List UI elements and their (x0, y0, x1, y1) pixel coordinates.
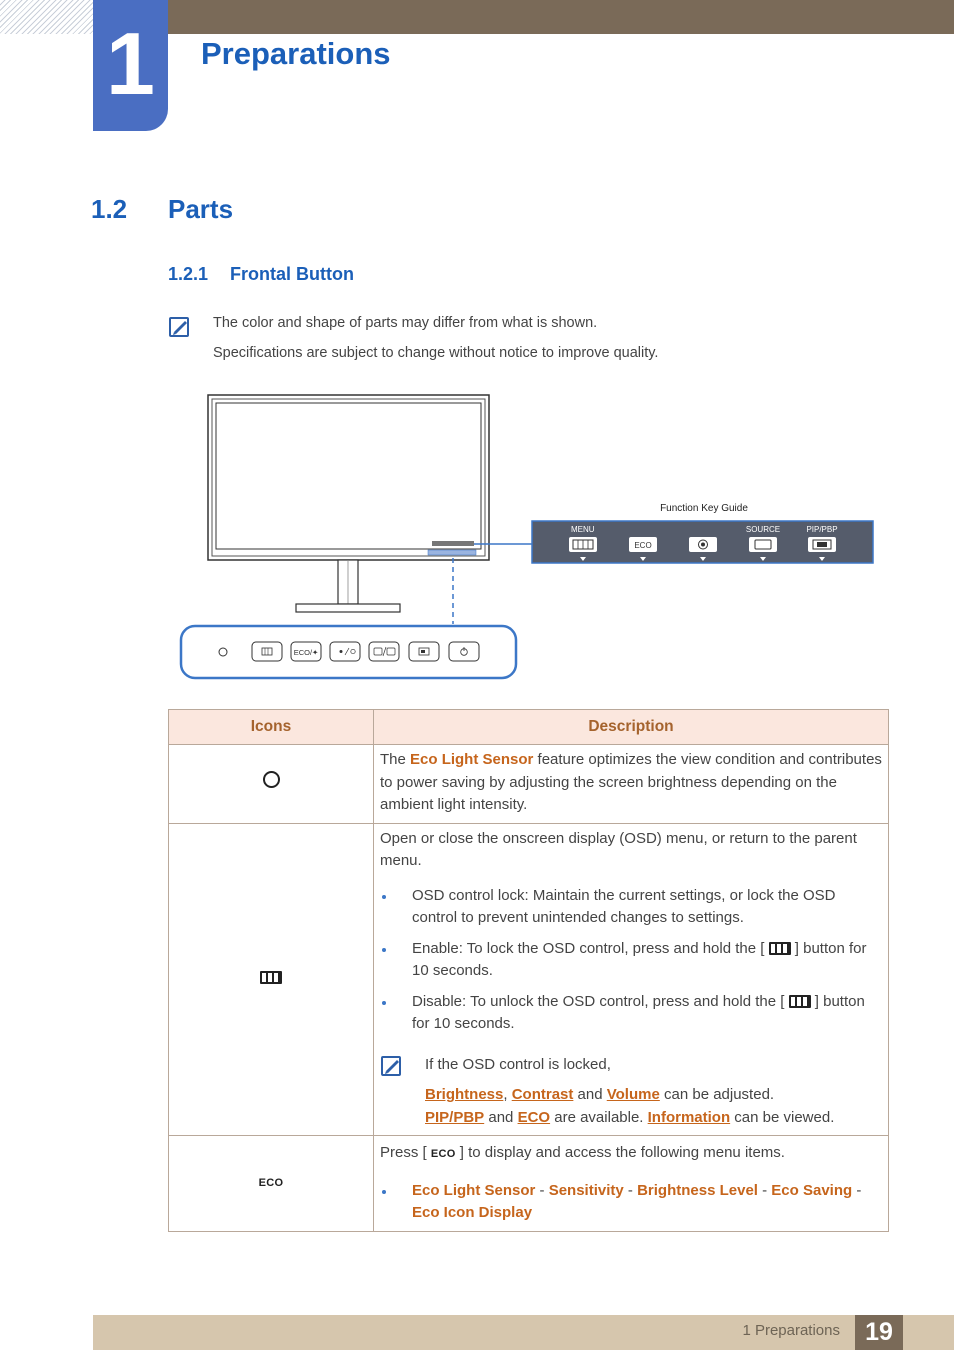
footer-label: 1 Preparations (742, 1322, 840, 1339)
monitor-illustration (208, 395, 489, 612)
pip-pbp-link[interactable]: PIP/PBP (425, 1108, 485, 1126)
section-title: Parts (168, 194, 234, 224)
list-item: Disable: To unlock the OSD control, press and hold the [ ] button for 10 seconds. (380, 991, 882, 1036)
section-heading (91, 194, 233, 225)
note-text-2: Specifications are subject to change without notice to improve quality. (213, 345, 659, 361)
guide-pip-label: PIP/PBP (806, 525, 838, 534)
note-text-1: The color and shape of parts may differ from what is shown. (213, 315, 598, 331)
guide-source-key[interactable] (749, 537, 777, 552)
header-icons: Icons (169, 710, 374, 745)
power-front-button[interactable] (449, 642, 479, 661)
menu-front-button[interactable] (252, 642, 282, 661)
list-item: Enable: To lock the OSD control, press and hold the [ ] button for 10 seconds. (380, 938, 882, 983)
information-link[interactable]: Information (647, 1108, 731, 1126)
function-key-guide-title: Function Key Guide (660, 503, 748, 514)
menu-bullet-list (380, 885, 882, 1036)
eco-front-label: ECO/✦ (293, 648, 319, 657)
source-front-button[interactable] (369, 642, 399, 661)
osd-lock-note: If the OSD control is locked, Brightness, Contrast and Volume can be adjusted. PIP/PBP and ECO are available. Information can be viewed. (380, 1054, 882, 1130)
eco-link[interactable]: ECO (517, 1108, 551, 1126)
contrast-link[interactable]: Contrast (511, 1086, 574, 1103)
table-row: The Eco Light Sensor feature optimizes the view condition and contributes to power saving by adjusting the screen brightness depending on the ambient light intensity. (169, 745, 889, 824)
guide-menu-label: MENU (571, 525, 595, 534)
eco-icon: ECO (430, 1148, 456, 1160)
footer-bar (93, 1315, 954, 1350)
page-number: 19 (855, 1315, 903, 1350)
brightness-link[interactable]: Brightness (425, 1086, 504, 1103)
volume-link[interactable]: Volume (606, 1086, 660, 1103)
header-description: Description (374, 710, 889, 745)
chapter-number: 1 (93, 0, 168, 131)
sensor-icon (263, 771, 280, 788)
brightness-front-button[interactable] (330, 642, 360, 661)
header-bar (168, 0, 954, 34)
menu-icon (789, 995, 811, 1008)
header-hatch (0, 0, 94, 34)
monitor-diagram (170, 380, 890, 685)
subsection-title: Frontal Button (230, 264, 354, 284)
guide-menu-key[interactable] (569, 537, 597, 552)
menu-intro: Open or close the onscreen display (OSD) menu, or return to the parent menu. (380, 829, 857, 869)
icons-table (168, 709, 889, 1232)
menu-icon (769, 942, 791, 955)
guide-pip-key[interactable] (808, 537, 836, 552)
guide-eco-key[interactable] (629, 537, 657, 552)
eco-icon: ECO (258, 1176, 284, 1189)
note-icon (168, 315, 192, 339)
guide-brightness-key[interactable] (689, 537, 717, 552)
section-number: 1.2 (91, 194, 128, 224)
table-row: ECO Press [ ECO ] to display and access the following menu items. Eco Light Sensor - Sensitivity - Brightness Level - Eco Saving - Eco Icon Display (169, 1136, 889, 1232)
list-item: OSD control lock: Maintain the current settings, or lock the OSD control to prevent unintended changes to settings. (380, 885, 882, 930)
guide-source-label: SOURCE (745, 525, 781, 534)
eco-light-sensor-term: Eco Light Sensor (410, 751, 534, 768)
subsection-heading (168, 264, 354, 285)
subsection-number: 1.2.1 (168, 264, 209, 284)
eco-front-button[interactable] (291, 642, 321, 661)
eco-menu-list (380, 1180, 882, 1225)
guide-eco-label: ECO (634, 541, 652, 550)
pip-front-button[interactable] (409, 642, 439, 661)
table-row (169, 823, 889, 1136)
note-icon (380, 1054, 404, 1078)
list-item: Eco Light Sensor - Sensitivity - Brightness Level - Eco Saving - Eco Icon Display (380, 1180, 882, 1225)
menu-icon (260, 971, 282, 984)
chapter-title: Preparations (201, 36, 391, 71)
